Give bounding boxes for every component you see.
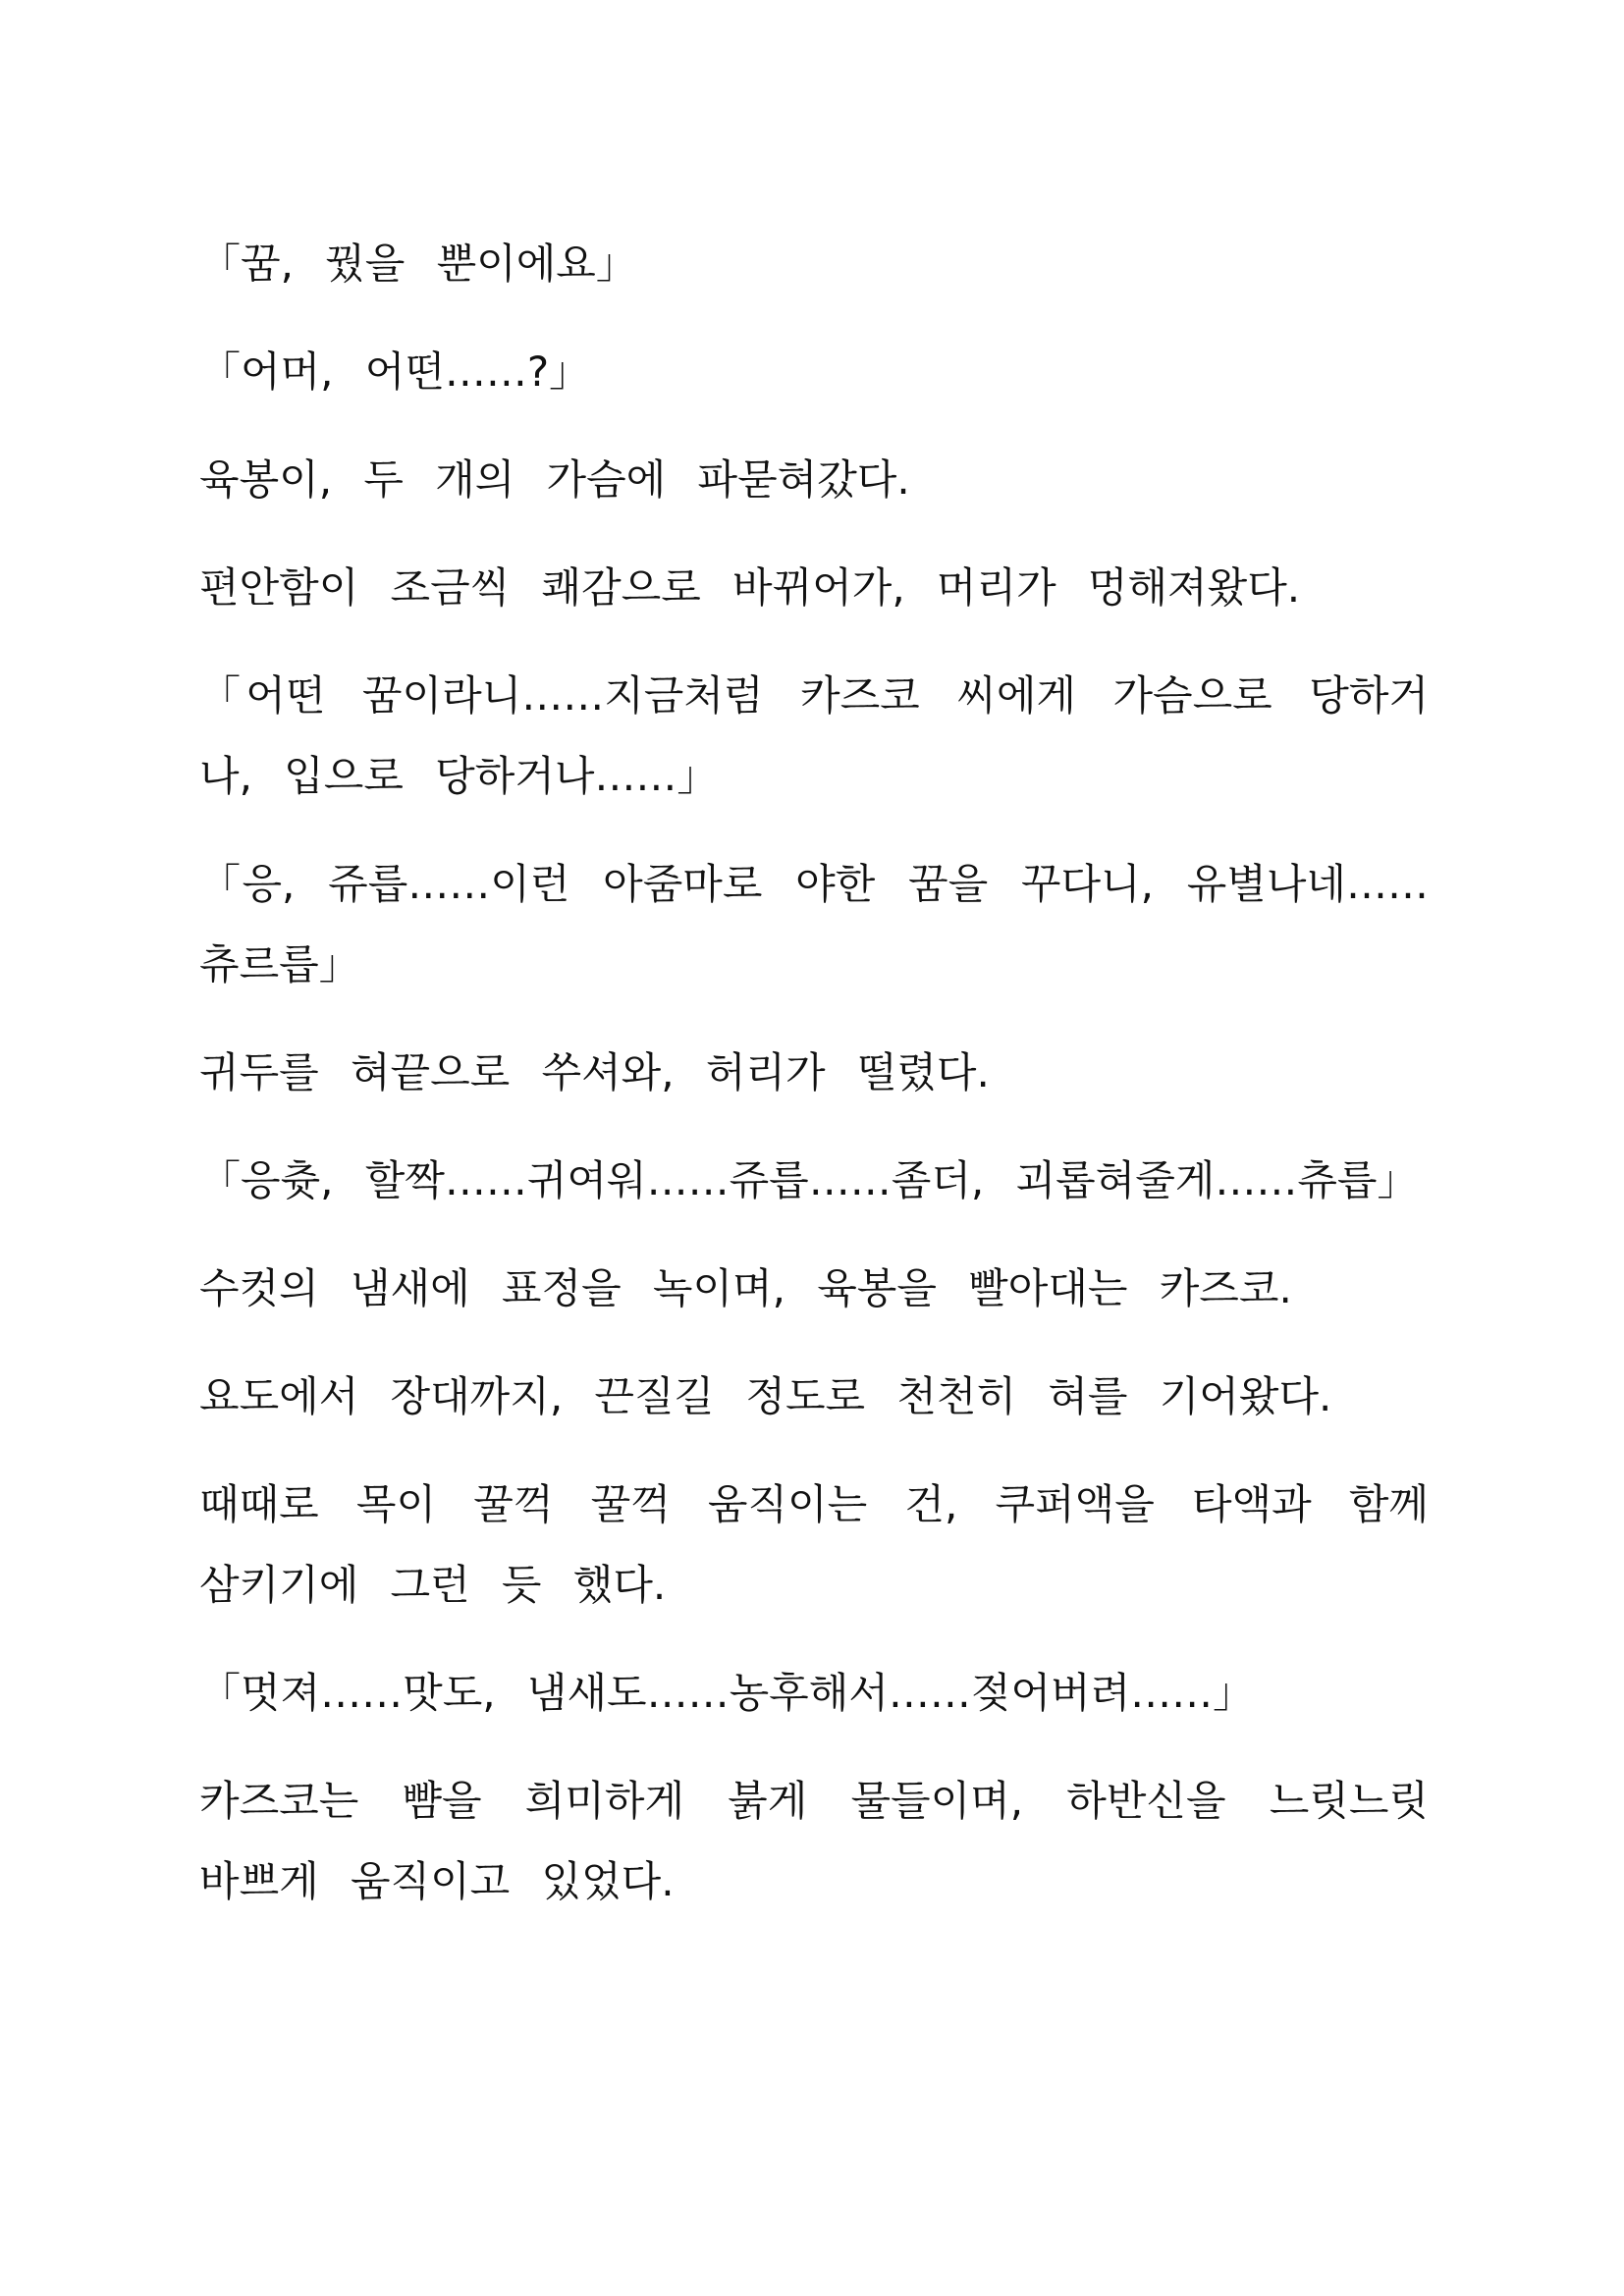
paragraph: 육봉이, 두 개의 가슴에 파묻혀갔다. (199, 455, 910, 504)
paragraph: 귀두를 혀끝으로 쑤셔와, 허리가 떨렸다. (199, 1048, 990, 1096)
paragraph: 편안함이 조금씩 쾌감으로 바뀌어가, 머리가 멍해져왔다. (199, 563, 1301, 612)
paragraph: 「멋져……맛도, 냄새도……농후해서……젖어버려……」 (199, 1669, 1255, 1717)
paragraph: 카즈코는 뺨을 희미하게 붉게 물들이며, 하반신을 느릿느릿 바쁘게 움직이고 있었다. (199, 1777, 1429, 1905)
document-body (199, 224, 1429, 1949)
paragraph: 「응, 쥬릅……이런 아줌마로 야한 꿈을 꾸다니, 유별나네……츄르릅」 (199, 860, 1429, 988)
paragraph: 「어머, 어떤……?」 (199, 347, 591, 396)
paragraph: 「꿈, 꿨을 뿐이에요」 (199, 240, 637, 288)
paragraph: 「어떤 꿈이라니……지금처럼 카즈코 씨에게 가슴으로 당하거나, 입으로 당하거나……」 (199, 671, 1429, 800)
paragraph: 「응츗, 할짝……귀여워……쥬릅……좀더, 괴롭혀줄게……츄릅」 (199, 1156, 1419, 1204)
paragraph: 요도에서 장대까지, 끈질길 정도로 천천히 혀를 기어왔다. (199, 1372, 1332, 1420)
paragraph: 때때로 목이 꿀꺽 꿀꺽 움직이는 건, 쿠퍼액을 타액과 함께 삼키기에 그런 듯 했다. (199, 1480, 1429, 1609)
paragraph: 수컷의 냄새에 표정을 녹이며, 육봉을 빨아대는 카즈코. (199, 1264, 1292, 1312)
